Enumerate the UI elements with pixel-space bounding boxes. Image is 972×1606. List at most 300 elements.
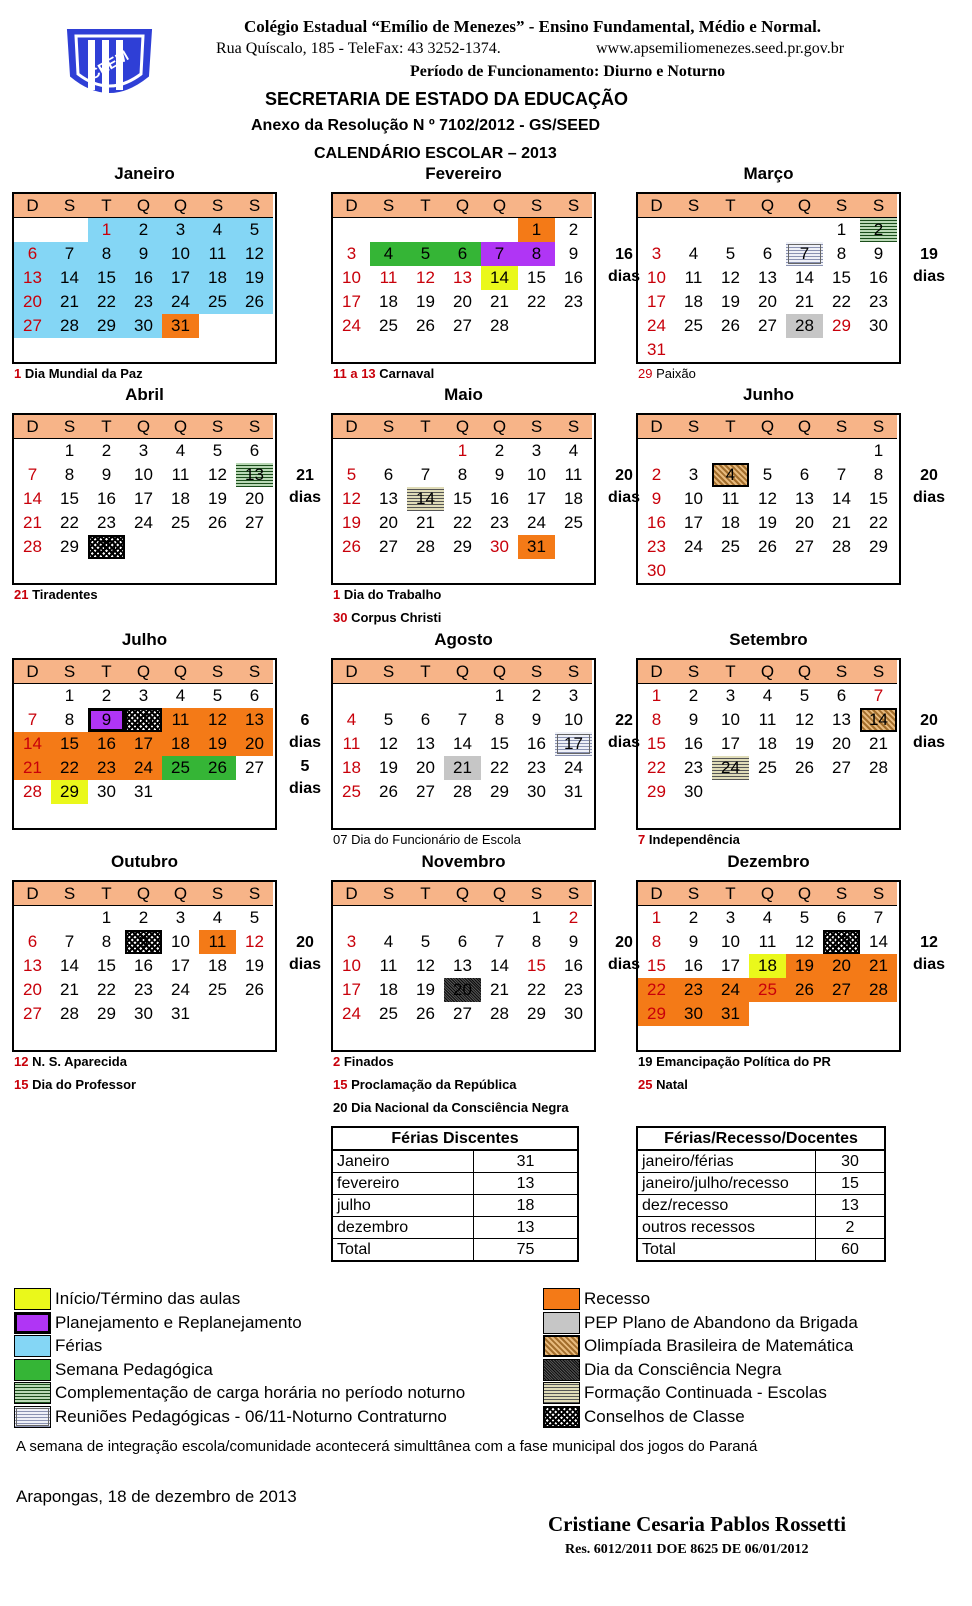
legend-label: Planejamento e Replanejamento <box>55 1312 302 1332</box>
day-cell: 15 <box>647 956 666 975</box>
day-cell: 24 <box>684 537 703 556</box>
day-cell: 3 <box>531 441 542 460</box>
day-cell: 14 <box>14 732 51 756</box>
day-cell: 27 <box>823 978 860 1002</box>
day-cell: 30 <box>869 316 888 335</box>
weekday-header: S <box>555 660 592 684</box>
day-cell: 10 <box>684 489 703 508</box>
day-cell: 2 <box>101 441 112 460</box>
day-cell: 26 <box>379 782 398 801</box>
day-cell: 22 <box>527 292 546 311</box>
legend-label: Reuniões Pedagógicas - 06/11-Noturno Contraturno <box>55 1406 447 1426</box>
cell: 75 <box>474 1239 579 1262</box>
day-cell: 2 <box>651 465 662 484</box>
day-cell: 12 <box>758 489 777 508</box>
day-cell: 22 <box>88 290 125 314</box>
day-cell: 8 <box>101 932 112 951</box>
table-row <box>637 1173 885 1195</box>
table-row <box>637 1217 885 1239</box>
weekday-header: S <box>370 415 407 439</box>
legend-item <box>543 1406 745 1428</box>
day-cell: 2 <box>101 686 112 705</box>
empty-day <box>786 439 823 463</box>
holiday-note: 11 a 13 Carnaval <box>333 366 435 381</box>
day-cell: 21 <box>869 734 888 753</box>
day-cell: 23 <box>125 290 162 314</box>
day-cell: 21 <box>490 292 509 311</box>
month-junho <box>636 385 945 585</box>
day-cell: 1 <box>651 686 662 705</box>
day-cell: 20 <box>453 292 472 311</box>
day-cell: 16 <box>647 513 666 532</box>
month-name: Fevereiro <box>425 164 502 183</box>
day-cell: 15 <box>490 734 509 753</box>
empty-day <box>444 218 481 242</box>
legend-swatch <box>543 1288 580 1310</box>
day-cell: 9 <box>651 489 662 508</box>
holiday-note: 21 Tiradentes <box>14 587 98 602</box>
day-cell: 7 <box>481 242 518 266</box>
cell: janeiro/julho/recesso <box>637 1173 816 1195</box>
empty-day <box>675 218 712 242</box>
weekday-header: S <box>199 415 236 439</box>
day-cell: 15 <box>832 268 851 287</box>
day-cell: 4 <box>383 932 394 951</box>
day-cell: 6 <box>836 908 847 927</box>
day-cell: 24 <box>125 756 162 780</box>
weekday-header: T <box>88 194 125 218</box>
day-cell: 7 <box>836 465 847 484</box>
day-cell: 16 <box>490 489 509 508</box>
day-cell: 10 <box>721 932 740 951</box>
day-cell: 7 <box>27 710 38 729</box>
day-cell: 22 <box>527 980 546 999</box>
day-cell: 18 <box>199 266 236 290</box>
cell: dezembro <box>332 1217 474 1239</box>
day-cell: 22 <box>97 980 116 999</box>
day-cell: 12 <box>416 268 435 287</box>
day-cell: 28 <box>60 1004 79 1023</box>
day-cell: 21 <box>832 513 851 532</box>
day-cell: 15 <box>869 489 888 508</box>
day-cell: 3 <box>651 244 662 263</box>
day-cell: 4 <box>762 908 773 927</box>
day-cell: 17 <box>125 732 162 756</box>
holiday-note: 15 Dia do Professor <box>14 1077 137 1092</box>
table-row <box>332 1217 578 1239</box>
day-cell: 10 <box>527 465 546 484</box>
day-cell: 9 <box>88 708 125 732</box>
day-cell: 3 <box>688 465 699 484</box>
school-days-count: 20 dias <box>288 934 321 973</box>
weekday-header: S <box>518 194 555 218</box>
day-cell: 2 <box>688 686 699 705</box>
day-cell: 18 <box>684 292 703 311</box>
weekday-header: S <box>518 882 555 906</box>
day-cell: 26 <box>721 316 740 335</box>
day-cell: 17 <box>171 956 190 975</box>
legend-swatch <box>543 1406 580 1428</box>
day-cell: 21 <box>416 513 435 532</box>
ferias-discentes-table <box>331 1126 579 1262</box>
day-cell: 27 <box>416 782 435 801</box>
day-cell: 3 <box>725 908 736 927</box>
operating-period: Período de Funcionamento: Diurno e Noturno <box>410 63 726 80</box>
weekday-header: T <box>407 660 444 684</box>
weekday-header: S <box>555 415 592 439</box>
empty-day <box>407 439 444 463</box>
holiday-note: 25 Natal <box>638 1077 688 1092</box>
table-row <box>637 1150 885 1173</box>
day-cell: 29 <box>453 537 472 556</box>
day-cell: 24 <box>342 316 361 335</box>
day-cell: 12 <box>721 268 740 287</box>
day-cell: 13 <box>416 734 435 753</box>
day-cell: 28 <box>51 314 88 338</box>
day-cell: 11 <box>684 268 703 287</box>
school-days-count: 19 dias <box>912 246 945 285</box>
empty-day <box>786 218 823 242</box>
school-days-count: 12 dias <box>912 934 945 973</box>
day-cell: 19 <box>416 980 435 999</box>
legend-label: Dia da Consciência Negra <box>584 1359 782 1379</box>
day-cell: 20 <box>245 489 264 508</box>
weekday-header: S <box>236 882 273 906</box>
holiday-note: 1 Dia do Trabalho <box>333 587 442 602</box>
day-cell: 10 <box>564 710 583 729</box>
day-cell: 10 <box>721 710 740 729</box>
day-cell: 20 <box>832 734 851 753</box>
cell: fevereiro <box>332 1173 474 1195</box>
weekday-header: S <box>823 415 860 439</box>
weekday-header: Q <box>162 415 199 439</box>
day-cell: 16 <box>869 268 888 287</box>
cell: janeiro/férias <box>637 1150 816 1173</box>
empty-day <box>370 906 407 930</box>
table-row <box>637 1195 885 1217</box>
day-cell: 19 <box>208 489 227 508</box>
cell: 60 <box>816 1239 886 1262</box>
day-cell: 30 <box>564 1004 583 1023</box>
day-cell: 20 <box>416 758 435 777</box>
day-cell: 30 <box>684 782 703 801</box>
day-cell: 12 <box>795 710 814 729</box>
day-cell: 17 <box>647 292 666 311</box>
month-janeiro <box>12 164 277 381</box>
month-name: Dezembro <box>727 852 810 871</box>
month-setembro <box>636 630 945 847</box>
day-cell: 5 <box>249 908 260 927</box>
day-cell: 23 <box>490 513 509 532</box>
empty-day <box>638 439 675 463</box>
secretaria-title: SECRETARIA DE ESTADO DA EDUCAÇÃO <box>265 89 629 109</box>
day-cell: 28 <box>453 782 472 801</box>
day-cell: 13 <box>823 930 860 954</box>
empty-day <box>14 684 51 708</box>
day-cell: 25 <box>208 980 227 999</box>
month-name: Outubro <box>110 852 179 871</box>
day-cell: 26 <box>416 316 435 335</box>
day-cell: 29 <box>832 316 851 335</box>
day-cell: 12 <box>236 242 273 266</box>
weekday-header: S <box>675 415 712 439</box>
day-cell: 28 <box>23 537 42 556</box>
day-cell: 26 <box>786 978 823 1002</box>
day-cell: 13 <box>23 956 42 975</box>
day-cell: 19 <box>786 954 823 978</box>
anexo-title: Anexo da Resolução N º 7102/2012 - GS/SEED <box>251 117 601 134</box>
school-days-count: 21 dias <box>288 467 321 506</box>
day-cell: 20 <box>823 954 860 978</box>
weekday-header: Q <box>444 660 481 684</box>
day-cell: 22 <box>60 513 79 532</box>
weekday-header: S <box>199 194 236 218</box>
empty-day <box>444 906 481 930</box>
day-cell: 31 <box>564 782 583 801</box>
empty-day <box>444 684 481 708</box>
month-grid <box>12 880 277 1052</box>
month-name: Setembro <box>729 630 808 649</box>
legend-item <box>14 1382 465 1404</box>
month-grid <box>12 658 277 830</box>
semana-note: A semana de integração escola/comunidade acontecerá simulttânea com a fase municipal dos jogos do Paraná <box>16 1438 758 1455</box>
day-cell: 14 <box>832 489 851 508</box>
day-cell: 27 <box>453 1004 472 1023</box>
weekday-header: S <box>860 660 897 684</box>
day-cell: 12 <box>245 932 264 951</box>
day-cell: 30 <box>134 1004 153 1023</box>
day-cell: 1 <box>64 686 75 705</box>
day-cell: 26 <box>795 758 814 777</box>
logo-text: CEEM <box>85 47 132 84</box>
weekday-header: Q <box>481 415 518 439</box>
legend-item <box>543 1312 858 1334</box>
weekday-header: S <box>823 194 860 218</box>
empty-day <box>407 684 444 708</box>
legend-swatch <box>543 1359 580 1381</box>
weekday-header: Q <box>444 415 481 439</box>
day-cell: 5 <box>725 244 736 263</box>
month-fevereiro <box>331 164 640 381</box>
table-row <box>332 1239 578 1262</box>
day-cell: 5 <box>236 218 273 242</box>
cell: julho <box>332 1195 474 1217</box>
empty-day <box>407 218 444 242</box>
day-cell: 9 <box>125 242 162 266</box>
day-cell: 25 <box>758 758 777 777</box>
ferias-docentes-title: Férias/Recesso/Docentes <box>637 1127 885 1150</box>
day-cell: 3 <box>138 686 149 705</box>
day-cell: 10 <box>342 268 361 287</box>
weekday-header: D <box>14 415 51 439</box>
day-cell: 6 <box>249 686 260 705</box>
empty-day <box>712 218 749 242</box>
day-cell: 9 <box>494 465 505 484</box>
day-cell: 16 <box>564 956 583 975</box>
weekday-header: S <box>51 660 88 684</box>
day-cell: 19 <box>795 734 814 753</box>
day-cell: 11 <box>342 734 361 753</box>
weekday-header: T <box>88 415 125 439</box>
weekday-header: S <box>860 882 897 906</box>
day-cell: 21 <box>795 292 814 311</box>
empty-day <box>481 906 518 930</box>
holiday-note: 20 Dia Nacional da Consciência Negra <box>333 1100 569 1115</box>
day-cell: 11 <box>199 242 236 266</box>
day-cell: 31 <box>134 782 153 801</box>
month-marco <box>636 164 945 381</box>
day-cell: 27 <box>245 513 264 532</box>
day-cell: 15 <box>647 734 666 753</box>
weekday-header: Q <box>125 882 162 906</box>
day-cell: 8 <box>531 932 542 951</box>
day-cell: 25 <box>749 978 786 1002</box>
day-cell: 30 <box>97 782 116 801</box>
weekday-header: S <box>51 194 88 218</box>
day-cell: 17 <box>721 734 740 753</box>
day-cell: 7 <box>873 908 884 927</box>
day-cell: 28 <box>869 758 888 777</box>
day-cell: 23 <box>88 756 125 780</box>
empty-day <box>14 906 51 930</box>
weekday-header: S <box>199 660 236 684</box>
day-cell: 18 <box>564 489 583 508</box>
day-cell: 23 <box>134 980 153 999</box>
empty-day <box>481 218 518 242</box>
month-dezembro <box>636 852 945 1092</box>
day-cell: 7 <box>27 465 38 484</box>
school-days-count: 22 dias <box>607 712 640 751</box>
day-cell: 27 <box>453 316 472 335</box>
holiday-note: 12 N. S. Aparecida <box>14 1054 127 1069</box>
day-cell: 8 <box>651 710 662 729</box>
day-cell: 10 <box>125 708 162 732</box>
legend-label: Início/Término das aulas <box>55 1289 241 1308</box>
day-cell: 1 <box>531 908 542 927</box>
day-cell: 19 <box>758 513 777 532</box>
day-cell: 4 <box>688 244 699 263</box>
day-cell: 11 <box>564 465 583 484</box>
cell: 13 <box>816 1195 886 1217</box>
day-cell: 8 <box>518 242 555 266</box>
day-cell: 7 <box>786 242 823 266</box>
month-grid <box>12 413 277 585</box>
day-cell: 1 <box>651 908 662 927</box>
day-cell: 24 <box>134 513 153 532</box>
weekday-header: T <box>407 194 444 218</box>
day-cell: 13 <box>236 463 273 487</box>
weekday-header: D <box>333 194 370 218</box>
day-cell: 28 <box>490 1004 509 1023</box>
day-cell: 17 <box>721 956 740 975</box>
school-address: Rua Quíscalo, 185 - TeleFax: 43 3252-1374. <box>216 40 501 57</box>
day-cell: 25 <box>171 513 190 532</box>
legend-swatch <box>543 1382 580 1404</box>
weekday-header: Q <box>125 194 162 218</box>
day-cell: 25 <box>342 782 361 801</box>
day-cell: 4 <box>175 441 186 460</box>
weekday-header: S <box>675 882 712 906</box>
day-cell: 15 <box>527 956 546 975</box>
day-cell: 30 <box>125 314 162 338</box>
day-cell: 18 <box>171 489 190 508</box>
day-cell: 27 <box>245 758 264 777</box>
day-cell: 14 <box>407 487 444 511</box>
weekday-header: S <box>370 194 407 218</box>
month-name: Julho <box>121 630 168 649</box>
school-logo <box>62 26 157 108</box>
weekday-header: Q <box>162 660 199 684</box>
empty-day <box>51 906 88 930</box>
day-cell: 17 <box>342 292 361 311</box>
day-cell: 20 <box>236 732 273 756</box>
month-name: Março <box>743 164 794 183</box>
holiday-note: 1 Dia Mundial da Paz <box>14 366 143 381</box>
ferias-docentes-table <box>636 1126 886 1262</box>
day-cell: 25 <box>564 513 583 532</box>
day-cell: 29 <box>490 782 509 801</box>
day-cell: 24 <box>564 758 583 777</box>
weekday-header: Q <box>444 882 481 906</box>
table-row <box>637 1239 885 1262</box>
day-cell: 25 <box>684 316 703 335</box>
day-cell: 2 <box>688 908 699 927</box>
legend-swatch <box>543 1335 580 1357</box>
day-cell: 30 <box>675 1002 712 1026</box>
legend-item <box>14 1335 102 1357</box>
weekday-header: Q <box>162 194 199 218</box>
weekday-header: S <box>860 194 897 218</box>
day-cell: 14 <box>490 956 509 975</box>
day-cell: 30 <box>527 782 546 801</box>
month-grid <box>12 192 277 364</box>
day-cell: 19 <box>379 758 398 777</box>
legend-item <box>543 1359 782 1381</box>
day-cell: 19 <box>416 292 435 311</box>
day-cell: 19 <box>199 732 236 756</box>
weekday-header: Q <box>481 882 518 906</box>
holiday-note: 2 Finados <box>333 1054 394 1069</box>
day-cell: 14 <box>860 708 897 732</box>
day-cell: 23 <box>527 758 546 777</box>
day-cell: 3 <box>138 441 149 460</box>
day-cell: 17 <box>555 732 592 756</box>
day-cell: 31 <box>647 340 666 359</box>
day-cell: 3 <box>346 932 357 951</box>
day-cell: 16 <box>527 734 546 753</box>
legend-label: Olimpíada Brasileira de Matemática <box>584 1336 854 1355</box>
day-cell: 7 <box>457 710 468 729</box>
day-cell: 20 <box>379 513 398 532</box>
cell: 30 <box>816 1150 886 1173</box>
day-cell: 6 <box>762 244 773 263</box>
day-cell: 12 <box>416 956 435 975</box>
holiday-note: 19 Emancipação Política do PR <box>638 1054 831 1069</box>
day-cell: 21 <box>14 756 51 780</box>
day-cell: 10 <box>134 465 153 484</box>
day-cell: 27 <box>832 758 851 777</box>
day-cell: 14 <box>453 734 472 753</box>
empty-day <box>333 906 370 930</box>
legend-swatch <box>14 1359 51 1381</box>
empty-day <box>407 906 444 930</box>
empty-day <box>370 218 407 242</box>
month-grid <box>636 880 901 1052</box>
month-grid <box>331 658 596 830</box>
day-cell: 23 <box>675 978 712 1002</box>
day-cell: 11 <box>721 489 740 508</box>
day-cell: 17 <box>162 266 199 290</box>
